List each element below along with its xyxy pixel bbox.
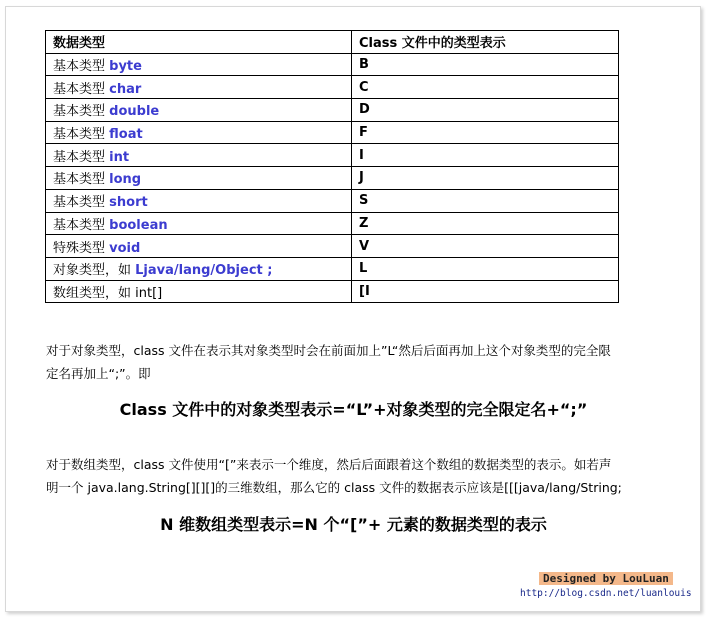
table-header-row xyxy=(46,31,619,54)
type-keyword: int xyxy=(109,149,130,165)
type-category-label: 基本类型 xyxy=(53,127,110,143)
data-type-cell xyxy=(46,121,352,144)
type-category-label: 数组类型，如 int[] xyxy=(53,285,163,301)
type-keyword: Ljava/lang/Object ; xyxy=(135,263,273,279)
type-keyword: short xyxy=(109,195,148,211)
paragraph-array-line2: 明一个 java.lang.String[][][]的三维数组，那么它的 class 文件的数据表示应该是[[[java/lang/String; xyxy=(46,480,622,495)
data-type-cell xyxy=(46,99,352,122)
blog-url: http://blog.csdn.net/luanlouis xyxy=(520,588,692,599)
descriptor-code-cell: F xyxy=(352,121,619,144)
descriptor-code-cell: C xyxy=(352,76,619,99)
table-row xyxy=(46,53,619,76)
descriptor-code-cell: Z xyxy=(352,212,619,235)
table-row xyxy=(46,189,619,212)
table-row xyxy=(46,280,619,303)
type-category-label: 基本类型 xyxy=(53,81,110,97)
data-type-cell xyxy=(46,76,352,99)
descriptor-code-cell: [I xyxy=(352,280,619,303)
type-keyword: byte xyxy=(109,59,142,75)
type-category-label: 基本类型 xyxy=(53,104,110,120)
data-type-cell xyxy=(46,212,352,235)
descriptor-code-cell: S xyxy=(352,189,619,212)
type-keyword: boolean xyxy=(109,217,168,233)
data-type-cell xyxy=(46,53,352,76)
type-category-label: 对象类型，如 xyxy=(53,263,136,279)
descriptor-code-cell: B xyxy=(352,53,619,76)
designer-credit: Designed by LouLuan xyxy=(539,572,673,585)
table-row xyxy=(46,99,619,122)
data-type-cell xyxy=(46,167,352,190)
type-keyword: void xyxy=(109,240,141,256)
header-data-type: 数据类型 xyxy=(46,31,352,54)
table-row xyxy=(46,121,619,144)
table-row xyxy=(46,257,619,280)
data-type-cell xyxy=(46,189,352,212)
paragraph-object-line2: 定名再加上“;”。即 xyxy=(46,366,151,381)
descriptor-code-cell: L xyxy=(352,257,619,280)
table-row xyxy=(46,167,619,190)
data-type-cell xyxy=(46,144,352,167)
descriptor-code-cell: J xyxy=(352,167,619,190)
type-category-label: 基本类型 xyxy=(53,217,110,233)
table-row xyxy=(46,212,619,235)
data-type-cell xyxy=(46,235,352,258)
descriptor-code-cell: I xyxy=(352,144,619,167)
paragraph-array-line1: 对于数组类型，class 文件使用“[”来表示一个维度，然后后面跟着这个数组的数据类型的表示。如若声 xyxy=(46,457,612,472)
table-row xyxy=(46,76,619,99)
paragraph-array-type xyxy=(46,453,666,499)
paragraph-object-type xyxy=(46,339,666,385)
type-keyword: float xyxy=(109,127,143,143)
type-category-label: 特殊类型 xyxy=(53,240,110,256)
data-type-cell xyxy=(46,257,352,280)
type-keyword: long xyxy=(109,172,142,188)
table-row xyxy=(46,235,619,258)
type-keyword: char xyxy=(109,81,142,97)
data-type-cell xyxy=(46,280,352,303)
paragraph-object-line1: 对于对象类型，class 文件在表示其对象类型时会在前面加上”L“然后后面再加上这个对象类型的完全限 xyxy=(46,343,611,358)
table-row xyxy=(46,144,619,167)
type-keyword: double xyxy=(109,104,160,120)
type-category-label: 基本类型 xyxy=(53,149,110,165)
header-class-representation: Class 文件中的类型表示 xyxy=(352,31,619,54)
type-descriptor-table xyxy=(45,30,619,303)
descriptor-code-cell: D xyxy=(352,99,619,122)
descriptor-code-cell: V xyxy=(352,235,619,258)
type-category-label: 基本类型 xyxy=(53,59,110,75)
type-category-label: 基本类型 xyxy=(53,195,110,211)
formula-array-type: N 维数组类型表示=N 个“[”+ 元素的数据类型的表示 xyxy=(160,515,547,534)
formula-object-type: Class 文件中的对象类型表示=“L”+对象类型的完全限定名+“;” xyxy=(119,400,588,419)
type-category-label: 基本类型 xyxy=(53,172,110,188)
